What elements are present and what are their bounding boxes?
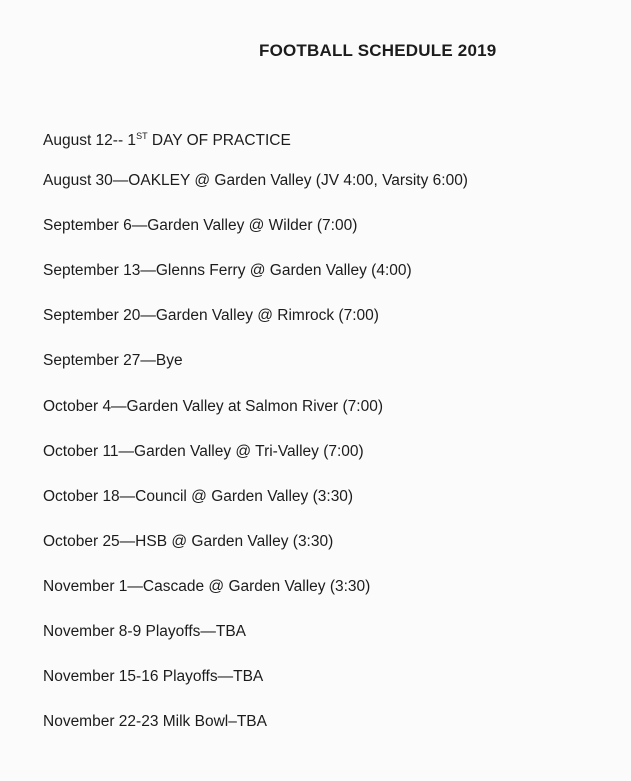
entry-text: August 12-- 1 — [43, 132, 137, 149]
entry-text: October 18—Council @ Garden Valley (3:30) — [43, 487, 354, 505]
schedule-entry — [43, 577, 468, 622]
entry-text: September 6—Garden Valley @ Wilder (7:00) — [43, 217, 358, 235]
schedule-entry — [43, 306, 468, 351]
schedule-entry — [43, 622, 468, 667]
schedule-entry — [43, 397, 468, 442]
entry-text: September 27—Bye — [43, 352, 183, 370]
entry-text: October 4—Garden Valley at Salmon River (7:00) — [43, 397, 384, 415]
schedule-entry — [43, 126, 468, 171]
schedule-entry — [43, 171, 468, 216]
entry-text: September 13—Glenns Ferry @ Garden Valley (4:00) — [43, 262, 412, 280]
schedule-entry — [43, 216, 468, 261]
entry-text: November 22-23 Milk Bowl–TBA — [43, 713, 267, 731]
page-title: FOOTBALL SCHEDULE 2019 — [259, 41, 497, 60]
schedule-entry — [43, 442, 468, 487]
schedule-entry — [43, 261, 468, 306]
entry-text: October 11—Garden Valley @ Tri-Valley (7:00) — [43, 442, 364, 460]
entry-text: November 1—Cascade @ Garden Valley (3:30) — [43, 577, 371, 595]
schedule-entry — [43, 712, 468, 757]
schedule-entry — [43, 351, 468, 396]
entry-text-continued: DAY OF PRACTICE — [147, 132, 291, 149]
entry-text: August 30—OAKLEY @ Garden Valley (JV 4:00, Varsity 6:00) — [43, 172, 468, 190]
schedule-entry — [43, 532, 468, 577]
ordinal-suffix: ST — [136, 131, 148, 141]
schedule-list — [43, 126, 468, 757]
schedule-entry — [43, 667, 468, 712]
entry-text: November 8-9 Playoffs—TBA — [43, 623, 247, 641]
entry-text: November 15-16 Playoffs—TBA — [43, 668, 264, 686]
entry-text: September 20—Garden Valley @ Rimrock (7:00) — [43, 307, 379, 325]
schedule-entry — [43, 487, 468, 532]
entry-text: October 25—HSB @ Garden Valley (3:30) — [43, 532, 334, 550]
